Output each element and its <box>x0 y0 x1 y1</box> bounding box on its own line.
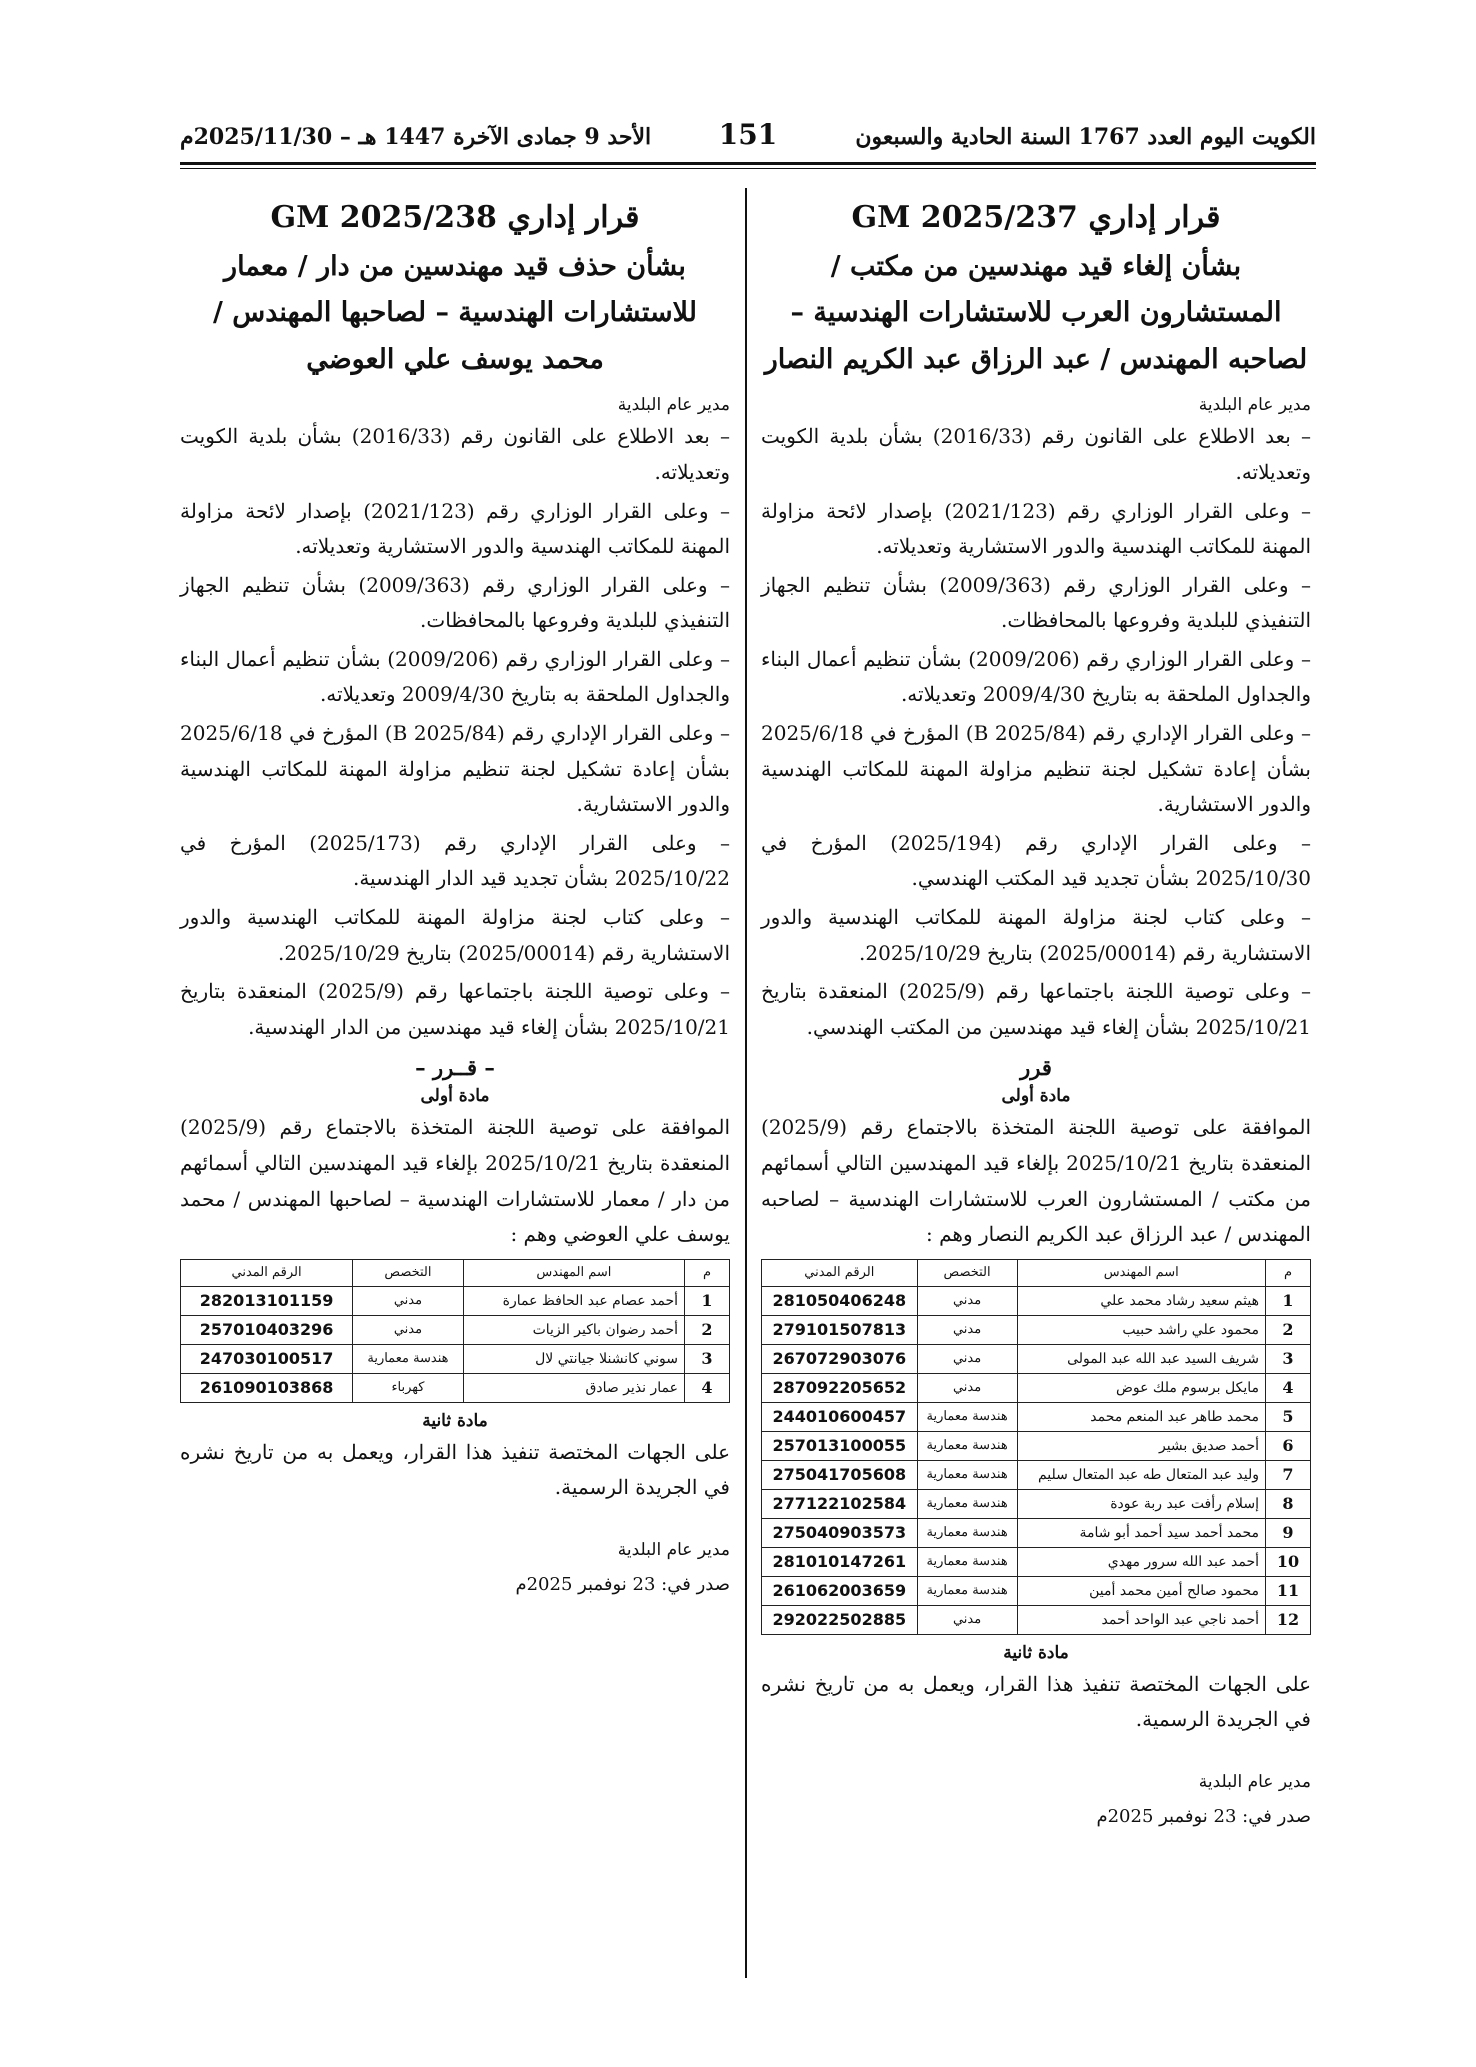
engineer-civil-id: 292022502885 <box>762 1605 918 1634</box>
engineer-specialty: هندسة معمارية <box>917 1547 1017 1576</box>
table-row <box>762 1373 1311 1402</box>
decided-heading: قرر <box>1020 1055 1052 1081</box>
decision-237-column <box>761 195 1311 1827</box>
engineer-civil-id: 257013100055 <box>762 1431 918 1460</box>
table-row <box>762 1576 1311 1605</box>
engineer-specialty: مدني <box>353 1286 464 1315</box>
row-number: 4 <box>685 1373 730 1402</box>
row-number: 3 <box>1266 1344 1311 1373</box>
table-row <box>762 1402 1311 1431</box>
row-number: 2 <box>1266 1315 1311 1344</box>
engineer-civil-id: 244010600457 <box>762 1402 918 1431</box>
article-one-text: الموافقة على توصية اللجنة المتخذة بالاجتماع رقم (2025/9) المنعقدة بتاريخ 2025/10/21 بإلغاء قيد المهندسين التالي أسمائهم من مكتب / المستشارون العرب للاستشارات الهندسية – لصاحبه المهندس / عبد الرزاق عبد الكريم النصار وهم : <box>761 1115 1311 1247</box>
engineer-name: مايكل برسوم ملك عوض <box>1017 1373 1265 1402</box>
preamble-clause: – وعلى القرار الوزاري رقم (2021/123) بإصدار لائحة مزاولة المهنة للمكاتب الهندسية والدور الاستشارية وتعديلاته. <box>180 498 731 559</box>
row-number: 8 <box>1266 1489 1311 1518</box>
preamble-clause: – وعلى توصية اللجنة باجتماعها رقم (2025/9) المنعقدة بتاريخ 2025/10/21 بشأن إلغاء قيد مهندسين من المكتب الهندسي. <box>761 979 1311 1039</box>
engineer-name: وليد عبد المتعال طه عبد المتعال سليم <box>1017 1460 1265 1489</box>
column-header-no: م <box>1266 1259 1311 1286</box>
engineer-specialty: هندسة معمارية <box>917 1431 1017 1460</box>
preamble-clause: – وعلى القرار الإداري رقم (2025/173) المؤرخ في 2025/10/22 بشأن تجديد قيد الدار الهندسية. <box>180 830 730 891</box>
table-row <box>762 1547 1311 1576</box>
decision-issuer: مدير عام البلدية <box>1198 395 1311 416</box>
table-row <box>762 1315 1311 1344</box>
engineer-civil-id: 267072903076 <box>762 1344 918 1373</box>
engineer-name: هيثم سعيد رشاد محمد علي <box>1017 1286 1265 1315</box>
engineer-civil-id: 277122102584 <box>762 1489 918 1518</box>
engineer-name: أحمد رضوان باكير الزيات <box>463 1315 684 1344</box>
row-number: 1 <box>1266 1286 1311 1315</box>
engineer-name: محمود صالح أمين محمد أمين <box>1017 1576 1265 1605</box>
table-row <box>762 1344 1311 1373</box>
preamble-clause: – وعلى القرار الإداري رقم (2025/84 B) المؤرخ في 2025/6/18 بشأن إعادة تشكيل لجنة تنظيم مزاولة المهنة للمكاتب الهندسية والدور الاستشارية. <box>180 721 731 817</box>
issue-date: صدر في: 23 نوفمبر 2025م <box>1096 1805 1311 1827</box>
engineer-civil-id: 275041705608 <box>762 1460 918 1489</box>
header-rule <box>180 162 1316 165</box>
preamble-clause: – وعلى القرار الإداري رقم (2025/84 B) المؤرخ في 2025/6/18 بشأن إعادة تشكيل لجنة تنظيم مزاولة المهنة للمكاتب الهندسية والدور الاستشارية. <box>761 721 1312 817</box>
engineer-specialty: هندسة معمارية <box>917 1576 1017 1605</box>
engineer-specialty: مدني <box>917 1344 1017 1373</box>
engineer-specialty: هندسة معمارية <box>353 1344 464 1373</box>
engineer-specialty: مدني <box>353 1315 464 1344</box>
decided-heading: – قــرر – <box>415 1055 495 1081</box>
decision-238-column <box>180 195 730 1595</box>
article-two-text: على الجهات المختصة تنفيذ هذا القرار، ويعمل به من تاريخ نشره في الجريدة الرسمية. <box>180 1439 730 1500</box>
table-row <box>762 1431 1311 1460</box>
table-header-row <box>762 1259 1311 1286</box>
preamble-clause: – وعلى توصية اللجنة باجتماعها رقم (2025/9) المنعقدة بتاريخ 2025/10/21 بشأن إلغاء قيد مهندسين من الدار الهندسية. <box>180 979 730 1039</box>
engineer-civil-id: 261090103868 <box>181 1373 353 1402</box>
engineer-name: أحمد عصام عبد الحافظ عمارة <box>463 1286 684 1315</box>
row-number: 9 <box>1266 1518 1311 1547</box>
engineer-civil-id: 275040903573 <box>762 1518 918 1547</box>
table-row <box>762 1286 1311 1315</box>
preamble-clause: – وعلى القرار الوزاري رقم (2009/363) بشأن تنظيم الجهاز التنفيذي للبلدية وفروعها بالمحافظات. <box>761 572 1311 633</box>
preamble-clause: – بعد الاطلاع على القانون رقم (2016/33) بشأن بلدية الكويت وتعديلاته. <box>180 424 731 484</box>
preamble-clause: – وعلى القرار الوزاري رقم (2009/206) بشأن تنظيم أعمال البناء والجداول الملحقة به بتاريخ 2009/4/30 وتعديلاته. <box>180 646 730 707</box>
article-one-heading: مادة أولى <box>420 1086 490 1107</box>
engineer-name: إسلام رأفت عبد ربة عودة <box>1017 1489 1265 1518</box>
preamble-clause: – وعلى كتاب لجنة مزاولة المهنة للمكاتب الهندسية والدور الاستشارية رقم (2025/00014) بتاريخ 2025/10/29. <box>180 905 730 965</box>
engineer-civil-id: 261062003659 <box>762 1576 918 1605</box>
engineer-specialty: كهرباء <box>353 1373 464 1402</box>
article-two-heading: مادة ثانية <box>1003 1642 1069 1663</box>
column-header-civil-id: الرقم المدني <box>181 1259 353 1286</box>
preamble-clause: – وعلى القرار الوزاري رقم (2009/363) بشأن تنظيم الجهاز التنفيذي للبلدية وفروعها بالمحافظات. <box>180 572 730 633</box>
engineer-specialty: هندسة معمارية <box>917 1518 1017 1547</box>
engineer-specialty: مدني <box>917 1373 1017 1402</box>
gazette-date: الأحد 9 جمادى الآخرة 1447 هـ – 2025/11/30م <box>180 124 652 150</box>
engineer-name: محمود علي راشد حبيب <box>1017 1315 1265 1344</box>
engineer-name: أحمد صديق بشير <box>1017 1431 1265 1460</box>
column-header-civil-id: الرقم المدني <box>762 1259 918 1286</box>
table-row <box>762 1518 1311 1547</box>
engineer-name: سوني كانشنلا جيانتي لال <box>463 1344 684 1373</box>
preamble-clause: – وعلى القرار الوزاري رقم (2009/206) بشأن تنظيم أعمال البناء والجداول الملحقة به بتاريخ 2009/4/30 وتعديلاته. <box>761 646 1311 707</box>
engineer-civil-id: 247030100517 <box>181 1344 353 1373</box>
header-rule-thin <box>180 168 1316 169</box>
decision-issuer: مدير عام البلدية <box>617 395 730 416</box>
article-one-text: الموافقة على توصية اللجنة المتخذة بالاجتماع رقم (2025/9) المنعقدة بتاريخ 2025/10/21 بإلغاء قيد المهندسين التالي أسمائهم من دار / معمار للاستشارات الهندسية – لصاحبها المهندس / محمد يوسف علي العوضي وهم : <box>180 1115 730 1247</box>
preamble-clause: – وعلى القرار الإداري رقم (2025/194) المؤرخ في 2025/10/30 بشأن تجديد قيد المكتب الهندسي. <box>761 830 1311 891</box>
preamble-clause: – وعلى كتاب لجنة مزاولة المهنة للمكاتب الهندسية والدور الاستشارية رقم (2025/00014) بتاريخ 2025/10/29. <box>761 905 1311 965</box>
engineer-specialty: هندسة معمارية <box>917 1460 1017 1489</box>
page-number: 151 <box>718 118 778 151</box>
table-row <box>762 1489 1311 1518</box>
engineer-specialty: هندسة معمارية <box>917 1489 1017 1518</box>
table-header-row <box>181 1259 730 1286</box>
table-row <box>181 1344 730 1373</box>
row-number: 10 <box>1266 1547 1311 1576</box>
engineer-civil-id: 287092205652 <box>762 1373 918 1402</box>
column-header-no: م <box>685 1259 730 1286</box>
engineer-civil-id: 257010403296 <box>181 1315 353 1344</box>
engineer-name: أحمد ناجي عبد الواحد أحمد <box>1017 1605 1265 1634</box>
engineer-specialty: مدني <box>917 1605 1017 1634</box>
page-header <box>180 118 1316 166</box>
engineer-civil-id: 281010147261 <box>762 1547 918 1576</box>
signature: مدير عام البلدية <box>617 1539 730 1560</box>
engineer-name: عمار نذير صادق <box>463 1373 684 1402</box>
engineer-civil-id: 281050406248 <box>762 1286 918 1315</box>
column-header-name: اسم المهندس <box>463 1259 684 1286</box>
article-two-text: على الجهات المختصة تنفيذ هذا القرار، ويعمل به من تاريخ نشره في الجريدة الرسمية. <box>761 1671 1311 1732</box>
column-header-specialty: التخصص <box>917 1259 1017 1286</box>
preamble-clause: – وعلى القرار الوزاري رقم (2021/123) بإصدار لائحة مزاولة المهنة للمكاتب الهندسية والدور الاستشارية وتعديلاته. <box>761 498 1312 559</box>
article-two-heading: مادة ثانية <box>422 1410 488 1431</box>
decision-subject: بشأن إلغاء قيد مهندسين من مكتب / المستشارون العرب للاستشارات الهندسية – لصاحبه المهندس / عبد الرزاق عبد الكريم النصار <box>764 251 1308 375</box>
engineer-name: محمد أحمد سيد أحمد أبو شامة <box>1017 1518 1265 1547</box>
row-number: 12 <box>1266 1605 1311 1634</box>
table-row <box>762 1460 1311 1489</box>
article-one-heading: مادة أولى <box>1001 1086 1071 1107</box>
engineer-name: محمد طاهر عبد المنعم محمد <box>1017 1402 1265 1431</box>
engineer-name: أحمد عبد الله سرور مهدي <box>1017 1547 1265 1576</box>
table-row <box>181 1315 730 1344</box>
row-number: 2 <box>685 1315 730 1344</box>
engineer-civil-id: 279101507813 <box>762 1315 918 1344</box>
signature: مدير عام البلدية <box>1198 1771 1311 1792</box>
engineer-specialty: مدني <box>917 1315 1017 1344</box>
engineer-civil-id: 282013101159 <box>181 1286 353 1315</box>
table-row <box>181 1373 730 1402</box>
preamble-clause: – بعد الاطلاع على القانون رقم (2016/33) بشأن بلدية الكويت وتعديلاته. <box>761 424 1312 484</box>
engineer-name: شريف السيد عبد الله عبد المولى <box>1017 1344 1265 1373</box>
row-number: 11 <box>1266 1576 1311 1605</box>
engineer-specialty: هندسة معمارية <box>917 1402 1017 1431</box>
engineer-specialty: مدني <box>917 1286 1017 1315</box>
row-number: 7 <box>1266 1460 1311 1489</box>
row-number: 1 <box>685 1286 730 1315</box>
row-number: 6 <box>1266 1431 1311 1460</box>
row-number: 3 <box>685 1344 730 1373</box>
column-header-name: اسم المهندس <box>1017 1259 1265 1286</box>
column-divider <box>745 188 747 1978</box>
row-number: 5 <box>1266 1402 1311 1431</box>
table-row <box>181 1286 730 1315</box>
decision-title: قرار إداري GM 2025/238 <box>270 200 640 235</box>
issue-date: صدر في: 23 نوفمبر 2025م <box>515 1573 730 1595</box>
engineers-table <box>761 1259 1311 1635</box>
column-header-specialty: التخصص <box>353 1259 464 1286</box>
row-number: 4 <box>1266 1373 1311 1402</box>
engineers-table <box>180 1259 730 1403</box>
table-row <box>762 1605 1311 1634</box>
decision-subject: بشأن حذف قيد مهندسين من دار / معمار للاستشارات الهندسية – لصاحبها المهندس / محمد يوسف علي العوضي <box>213 251 697 375</box>
decision-title: قرار إداري GM 2025/237 <box>851 200 1221 235</box>
gazette-issue-info: الكويت اليوم العدد 1767 السنة الحادية والسبعون <box>855 124 1316 150</box>
